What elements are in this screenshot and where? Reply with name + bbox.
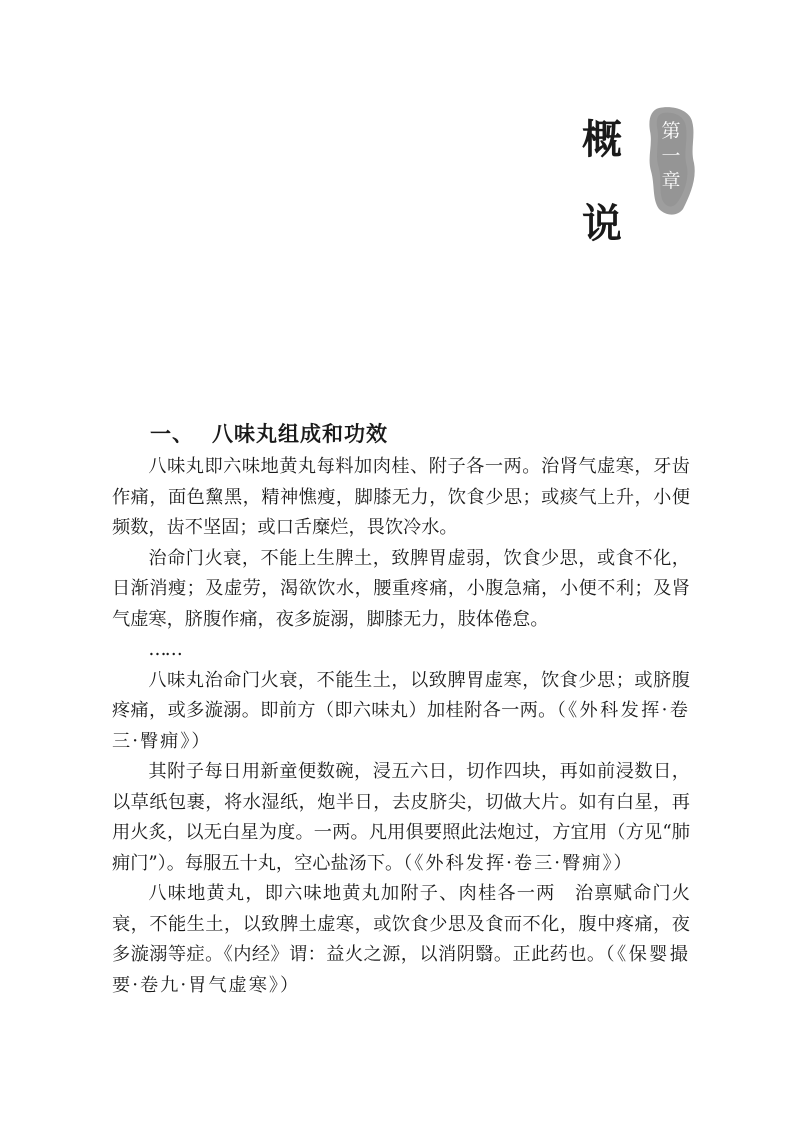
paragraph-text: 八味丸治命门火衰，不能生土，以致脾胃虚寒，饮食少思；或脐腹疼痛，或多漩溺。即前方（即六味丸）加桂附各一两。 [112, 669, 690, 721]
source-citation: （《外科发挥·卷三·臀痈》） [112, 700, 690, 752]
ellipsis: …… [148, 639, 181, 660]
paragraph-text: 八味地黄丸，即六味地黄丸加附子、肉桂各一两 治禀赋命门火衰，不能生土，以致脾土虚寒，或饮食少思及食而不化，腹中疼痛，夜多漩溺等症。《内经》谓：益火之源，以消阴翳。正此药也。 [112, 883, 690, 965]
chapter-title [574, 98, 630, 266]
paragraph-text: 治命门火衰，不能上生脾土，致脾胃虚弱，饮食少思，或食不化，日渐消瘦；及虚劳，渴欲饮水，腰重疼痛，小腹急痛，小便不利；及肾气虚寒，脐腹作痛，夜多旋溺，脚膝无力，肢体倦怠。 [112, 547, 690, 630]
paragraph [112, 666, 690, 758]
ellipsis-paragraph [112, 635, 690, 666]
section-title: 八味丸组成和功效 [212, 422, 388, 446]
section-heading [150, 418, 388, 448]
section-number: 一、 [150, 422, 194, 446]
paragraph [112, 757, 690, 879]
badge-char: 一 [661, 145, 681, 167]
paragraph-text: 八味丸即六味地黄丸每料加肉桂、附子各一两。治肾气虚寒，牙齿作痛，面色黧黑，精神憔瘦，脚膝无力，饮食少思；或痰气上升，小便频数，齿不坚固；或口舌糜烂，畏饮冷水。 [112, 456, 690, 538]
paragraph [112, 544, 690, 636]
body-text [112, 452, 690, 1001]
badge-char: 章 [661, 170, 681, 192]
badge-char: 第 [661, 120, 681, 142]
chapter-title-char: 说 [582, 201, 622, 247]
chapter-number-badge [645, 105, 697, 217]
paragraph [112, 452, 690, 544]
source-citation: （《保婴撮要·卷九·胃气虚寒》） [112, 944, 690, 996]
chapter-title-char: 概 [582, 117, 622, 163]
paragraph-text: 其附子每日用新童便数碗，浸五六日，切作四块，再如前浸数日，以草纸包裹，将水湿纸，炮半日，去皮脐尖，切做大片。如有白星，再用火炙，以无白星为度。一两。凡用俱要照此法炮过，方宜用（方见“肺痈门”）。每服五十丸，空心盐汤下。 [112, 761, 690, 874]
source-citation: （《外科发挥·卷三·臀痈》） [403, 852, 634, 874]
paragraph [112, 879, 690, 1001]
chapter-number-text [645, 119, 697, 194]
